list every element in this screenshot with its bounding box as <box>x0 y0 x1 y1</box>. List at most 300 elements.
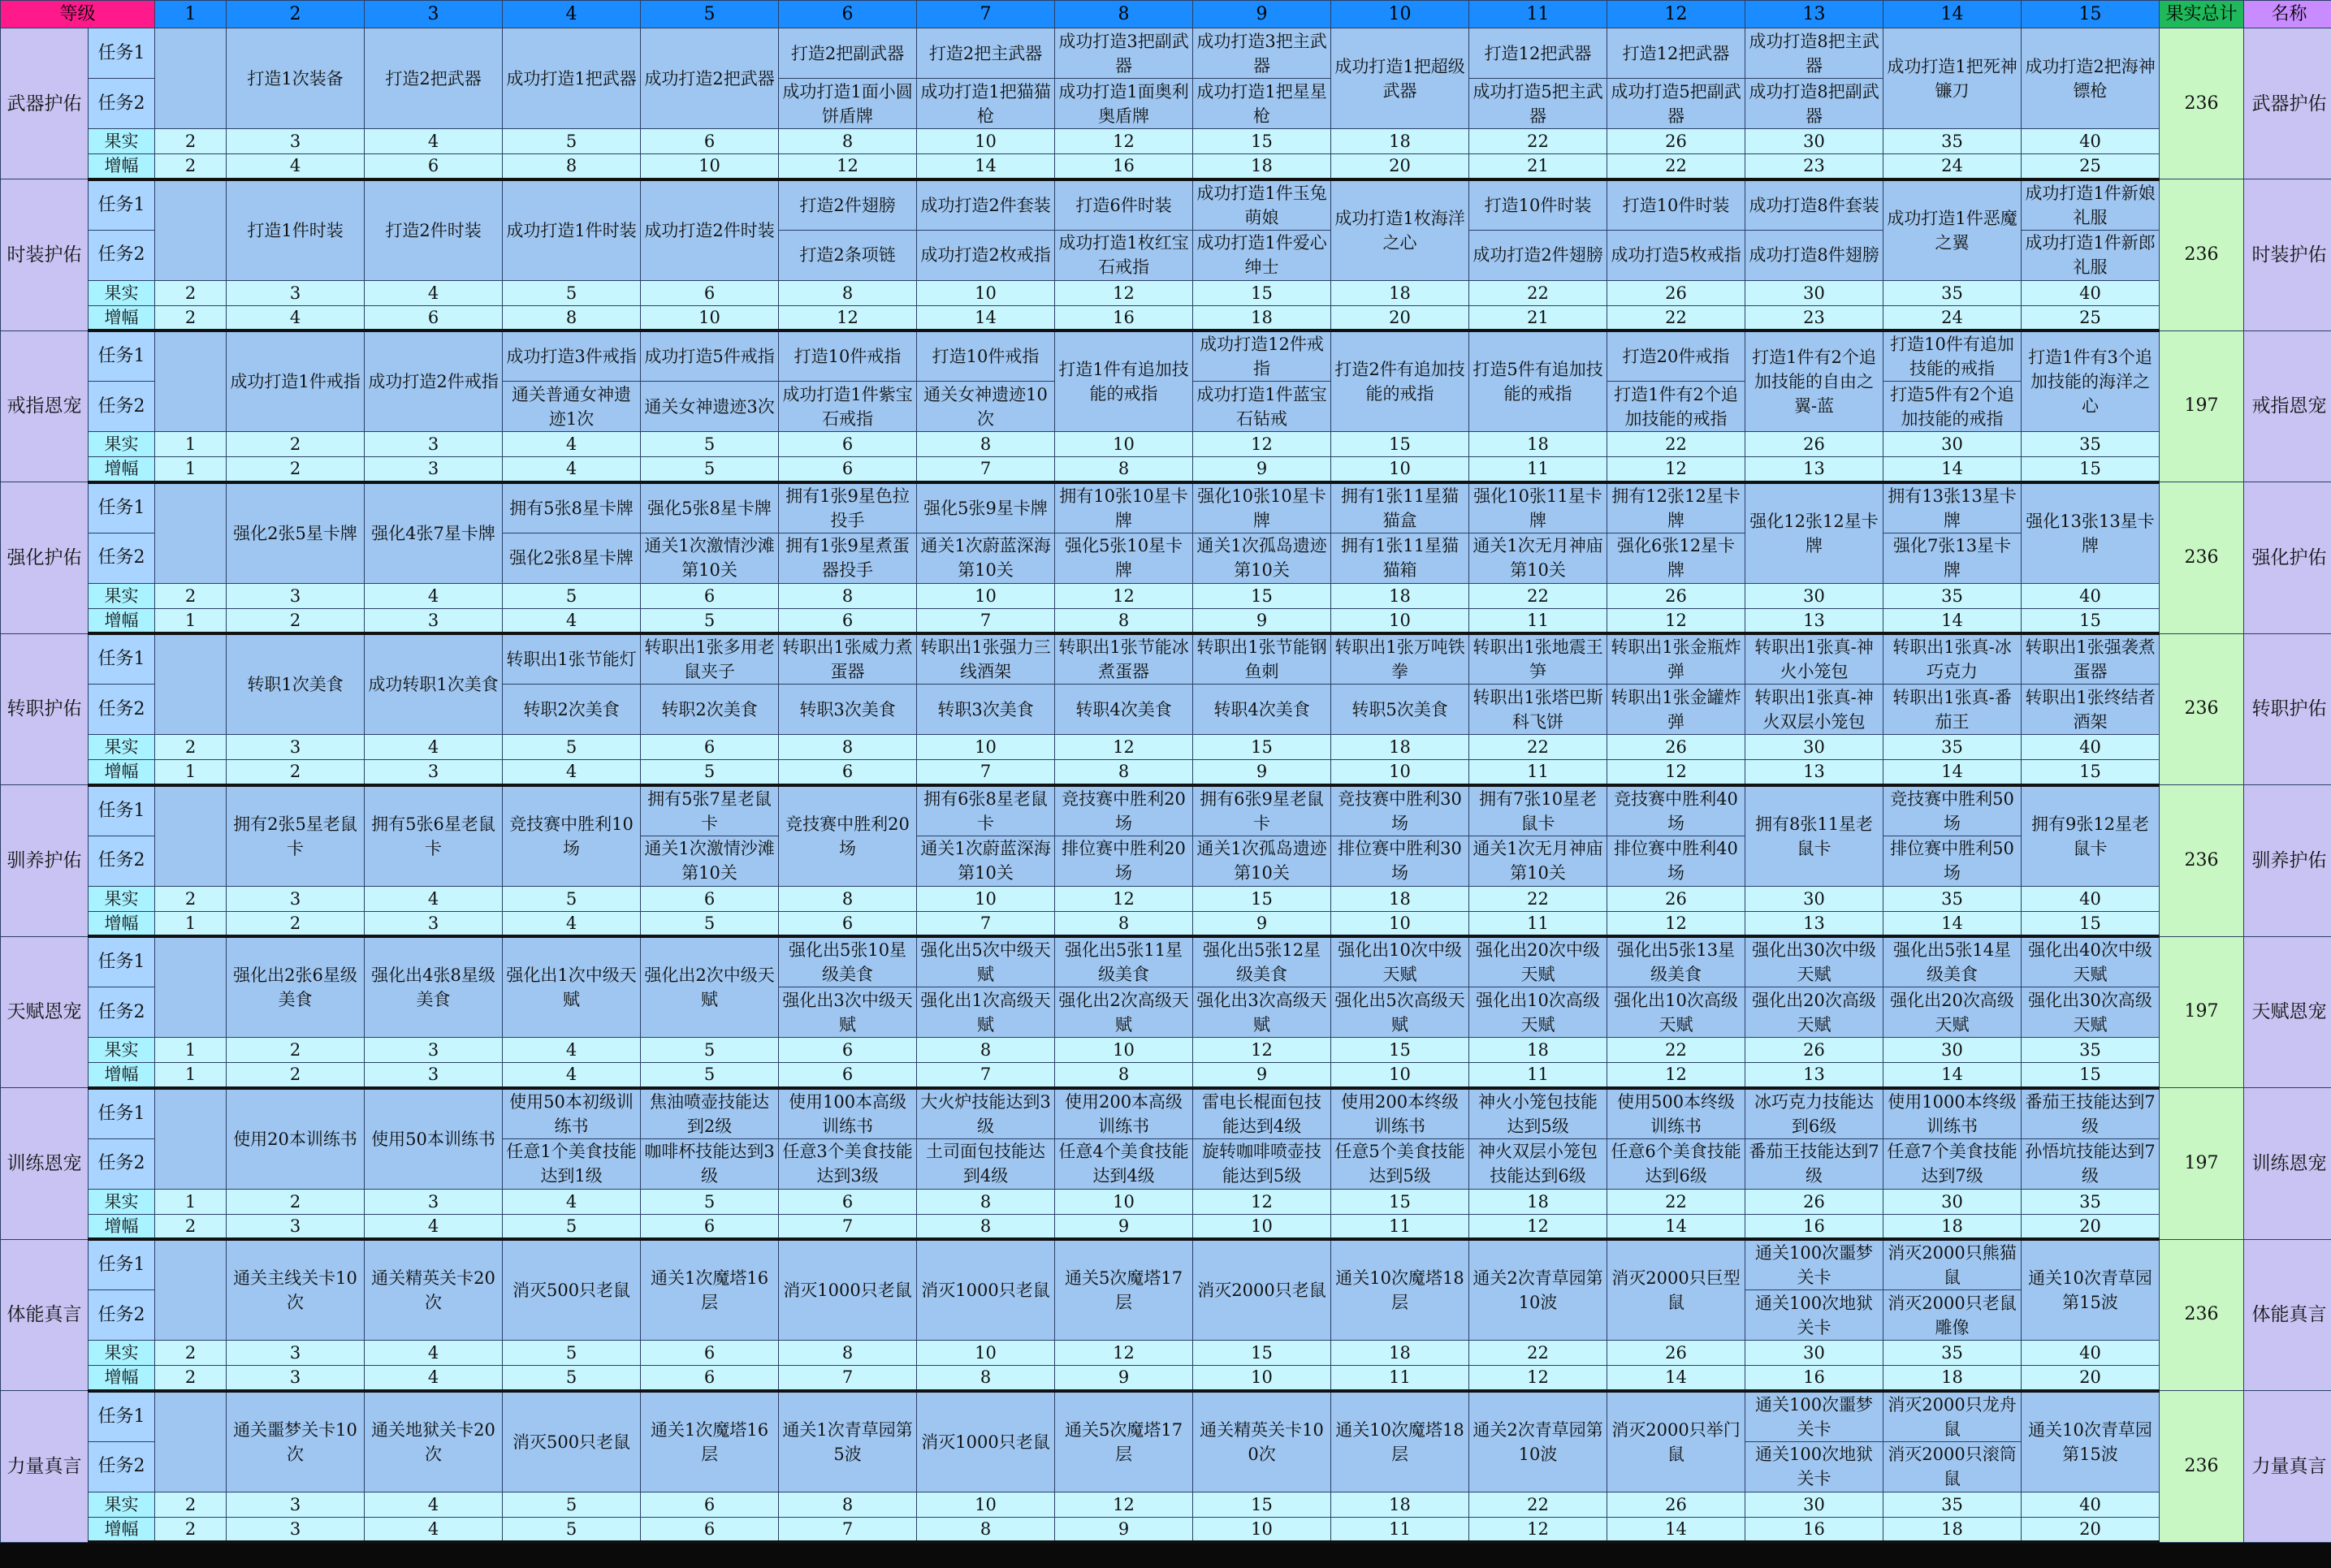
task-cell-level-14: 打造5件有2个追加技能的戒指 <box>1883 382 2022 432</box>
task-cell-level-6: 竞技赛中胜利20场 <box>779 785 917 887</box>
section-name-right: 训练恩宠 <box>2244 1088 2331 1240</box>
task-cell-level-4: 强化出1次中级天赋 <box>503 936 641 1038</box>
increase-cell: 16 <box>1055 305 1193 330</box>
task-cell-level-10: 强化出5次高级天赋 <box>1331 987 1469 1038</box>
fruit-cell: 12 <box>1055 886 1193 911</box>
fruit-cell: 22 <box>1469 1341 1607 1366</box>
increase-cell: 3 <box>365 911 503 936</box>
task-cell-level-10: 成功打造1枚海洋之心 <box>1331 179 1469 281</box>
fruit-label: 果实 <box>89 432 155 457</box>
task-cell-level-12: 消灭2000只巨型鼠 <box>1607 1239 1745 1341</box>
fruit-cell: 15 <box>1331 1038 1469 1063</box>
task2-label: 任务2 <box>89 79 155 129</box>
increase-cell: 18 <box>1883 1214 2022 1239</box>
fruit-cell: 10 <box>917 886 1055 911</box>
task-cell-level-12: 强化出10次高级天赋 <box>1607 987 1745 1038</box>
increase-cell: 11 <box>1469 1063 1607 1088</box>
increase-cell: 1 <box>155 457 227 482</box>
task-cell-level-1 <box>155 633 227 735</box>
task-cell-level-9: 通关精英关卡100次 <box>1193 1391 1331 1492</box>
task-cell-level-10: 转职5次美食 <box>1331 685 1469 735</box>
fruit-cell: 2 <box>155 583 227 608</box>
task-cell-level-6: 任意3个美食技能达到3级 <box>779 1138 917 1189</box>
fruit-cell: 35 <box>2022 1038 2160 1063</box>
increase-cell: 18 <box>1193 305 1331 330</box>
increase-cell: 1 <box>155 760 227 785</box>
task-cell-level-14: 消灭2000只滚筒鼠 <box>1883 1441 2022 1492</box>
increase-cell: 22 <box>1607 154 1745 179</box>
task-cell-level-10: 竞技赛中胜利30场 <box>1331 785 1469 836</box>
task-cell-level-6: 成功打造1件紫宝石戒指 <box>779 382 917 432</box>
fruit-label: 果实 <box>89 1189 155 1214</box>
task-cell-level-2: 打造1件时装 <box>227 179 365 281</box>
section-name-right: 武器护佑 <box>2244 28 2331 179</box>
fruit-cell: 30 <box>1745 1492 1883 1517</box>
task-cell-level-9: 旋转咖啡喷壶技能达到5级 <box>1193 1138 1331 1189</box>
increase-cell: 20 <box>2022 1366 2160 1391</box>
increase-label: 增幅 <box>89 1517 155 1542</box>
task-cell-level-1 <box>155 1391 227 1492</box>
increase-cell: 4 <box>503 608 641 633</box>
task-cell-level-6: 拥有1张9星煮蛋器投手 <box>779 533 917 583</box>
increase-cell: 12 <box>779 305 917 330</box>
task-cell-level-3: 通关精英关卡20次 <box>365 1239 503 1341</box>
task-cell-level-4: 强化2张8星卡牌 <box>503 533 641 583</box>
increase-cell: 2 <box>227 457 365 482</box>
task-cell-level-12: 打造10件时装 <box>1607 179 1745 231</box>
task-cell-level-9: 转职出1张节能钢鱼刺 <box>1193 633 1331 685</box>
fruit-cell: 4 <box>365 1341 503 1366</box>
task-cell-level-12: 打造12把武器 <box>1607 28 1745 79</box>
increase-cell: 9 <box>1055 1214 1193 1239</box>
increase-cell: 8 <box>917 1517 1055 1542</box>
increase-cell: 21 <box>1469 305 1607 330</box>
task-cell-level-10: 通关10次魔塔18层 <box>1331 1239 1469 1341</box>
section-name: 驯养护佑 <box>1 785 89 937</box>
increase-cell: 15 <box>2022 1063 2160 1088</box>
fruit-cell: 12 <box>1055 735 1193 760</box>
fruit-cell: 8 <box>779 1341 917 1366</box>
increase-cell: 2 <box>227 1063 365 1088</box>
header-level-5: 5 <box>641 1 779 28</box>
task-cell-level-12: 拥有12张12星卡牌 <box>1607 482 1745 533</box>
task-cell-level-12: 排位赛中胜利40场 <box>1607 836 1745 886</box>
increase-cell: 6 <box>641 1214 779 1239</box>
task-cell-level-7: 成功打造1把猫猫枪 <box>917 79 1055 129</box>
increase-cell: 16 <box>1745 1214 1883 1239</box>
section-name-right: 时装护佑 <box>2244 179 2331 331</box>
task-cell-level-11: 神火双层小笼包技能达到6级 <box>1469 1138 1607 1189</box>
increase-cell: 15 <box>2022 911 2160 936</box>
task-cell-level-15: 成功打造1件新娘礼服 <box>2022 179 2160 231</box>
task-cell-level-1 <box>155 1088 227 1190</box>
increase-cell: 12 <box>1607 457 1745 482</box>
increase-cell: 11 <box>1469 760 1607 785</box>
increase-cell: 1 <box>155 1063 227 1088</box>
section-name: 力量真言 <box>1 1391 89 1543</box>
task-cell-level-7: 转职3次美食 <box>917 685 1055 735</box>
increase-label: 增幅 <box>89 1366 155 1391</box>
task-cell-level-10: 通关10次魔塔18层 <box>1331 1391 1469 1492</box>
fruit-cell: 26 <box>1607 280 1745 305</box>
task-cell-level-4: 消灭500只老鼠 <box>503 1391 641 1492</box>
task-cell-level-4: 转职2次美食 <box>503 685 641 735</box>
header-total: 果实总计 <box>2160 1 2244 28</box>
task-cell-level-6: 打造2条项链 <box>779 230 917 280</box>
task-cell-level-7: 消灭1000只老鼠 <box>917 1391 1055 1492</box>
section-name-right: 戒指恩宠 <box>2244 330 2331 482</box>
task-cell-level-2: 强化2张5星卡牌 <box>227 482 365 584</box>
task-cell-level-1 <box>155 936 227 1038</box>
fruit-cell: 10 <box>917 1341 1055 1366</box>
task-cell-level-7: 成功打造2枚戒指 <box>917 230 1055 280</box>
task-cell-level-10: 打造2件有追加技能的戒指 <box>1331 330 1469 432</box>
fruit-cell: 15 <box>1193 886 1331 911</box>
increase-cell: 2 <box>155 1214 227 1239</box>
fruit-cell: 2 <box>155 129 227 154</box>
increase-cell: 4 <box>365 1366 503 1391</box>
increase-cell: 14 <box>1607 1366 1745 1391</box>
task-cell-level-12: 打造20件戒指 <box>1607 330 1745 382</box>
task-cell-level-9: 拥有6张9星老鼠卡 <box>1193 785 1331 836</box>
fruit-cell: 22 <box>1469 735 1607 760</box>
task-cell-level-13: 成功打造8把副武器 <box>1745 79 1883 129</box>
fruit-cell: 12 <box>1055 1341 1193 1366</box>
increase-label: 增幅 <box>89 760 155 785</box>
section-name: 体能真言 <box>1 1239 89 1391</box>
fruit-cell: 22 <box>1469 1492 1607 1517</box>
increase-cell: 3 <box>365 1063 503 1088</box>
increase-cell: 20 <box>2022 1214 2160 1239</box>
task-cell-level-14: 竞技赛中胜利50场 <box>1883 785 2022 836</box>
task-cell-level-4: 成功打造1件时装 <box>503 179 641 281</box>
task-cell-level-9: 成功打造1件蓝宝石钻戒 <box>1193 382 1331 432</box>
task-cell-level-15: 通关10次青草园第15波 <box>2022 1239 2160 1341</box>
task-cell-level-1 <box>155 785 227 887</box>
fruit-cell: 30 <box>1883 1038 2022 1063</box>
fruit-cell: 18 <box>1331 735 1469 760</box>
task-cell-level-8: 强化出5张11星级美食 <box>1055 936 1193 987</box>
task-cell-level-14: 转职出1张真-番茄王 <box>1883 685 2022 735</box>
section-name: 天赋恩宠 <box>1 936 89 1088</box>
increase-cell: 12 <box>1469 1517 1607 1542</box>
fruit-cell: 22 <box>1469 280 1607 305</box>
increase-cell: 6 <box>641 1366 779 1391</box>
fruit-cell: 22 <box>1469 886 1607 911</box>
task-cell-level-4: 转职出1张节能灯 <box>503 633 641 685</box>
fruit-cell: 22 <box>1607 432 1745 457</box>
fruit-cell: 18 <box>1469 432 1607 457</box>
task-cell-level-11: 拥有7张10星老鼠卡 <box>1469 785 1607 836</box>
task2-label: 任务2 <box>89 230 155 280</box>
increase-cell: 4 <box>365 1517 503 1542</box>
task-cell-level-13: 强化12张12星卡牌 <box>1745 482 1883 584</box>
increase-cell: 14 <box>1883 760 2022 785</box>
fruit-cell: 6 <box>641 1341 779 1366</box>
task1-label: 任务1 <box>89 482 155 533</box>
task-cell-level-6: 使用100本高级训练书 <box>779 1088 917 1139</box>
increase-cell: 3 <box>365 608 503 633</box>
task-cell-level-7: 通关1次蔚蓝深海第10关 <box>917 836 1055 886</box>
task-cell-level-14: 成功打造1件恶魔之翼 <box>1883 179 2022 281</box>
fruit-cell: 4 <box>365 735 503 760</box>
task-cell-level-8: 强化5张10星卡牌 <box>1055 533 1193 583</box>
task-cell-level-14: 拥有13张13星卡牌 <box>1883 482 2022 533</box>
increase-cell: 14 <box>1883 1063 2022 1088</box>
task2-label: 任务2 <box>89 1441 155 1492</box>
task-cell-level-6: 消灭1000只老鼠 <box>779 1239 917 1341</box>
task-cell-level-5: 成功打造2把武器 <box>641 28 779 129</box>
increase-cell: 15 <box>2022 608 2160 633</box>
task-cell-level-8: 通关5次魔塔17层 <box>1055 1239 1193 1341</box>
task-cell-level-9: 成功打造1把星星枪 <box>1193 79 1331 129</box>
header-level-2: 2 <box>227 1 365 28</box>
fruit-cell: 40 <box>2022 735 2160 760</box>
task2-label: 任务2 <box>89 836 155 886</box>
fruit-cell: 2 <box>227 432 365 457</box>
task1-label: 任务1 <box>89 1088 155 1139</box>
task2-label: 任务2 <box>89 685 155 735</box>
fruit-cell: 3 <box>227 583 365 608</box>
fruit-cell: 26 <box>1745 1189 1883 1214</box>
task-cell-level-8: 打造6件时装 <box>1055 179 1193 231</box>
task-cell-level-11: 成功打造5把主武器 <box>1469 79 1607 129</box>
increase-cell: 9 <box>1193 457 1331 482</box>
fruit-cell: 18 <box>1331 1492 1469 1517</box>
increase-cell: 8 <box>917 1366 1055 1391</box>
increase-cell: 11 <box>1469 608 1607 633</box>
section-name: 训练恩宠 <box>1 1088 89 1240</box>
task-cell-level-8: 使用200本高级训练书 <box>1055 1088 1193 1139</box>
task-cell-level-13: 通关100次地狱关卡 <box>1745 1290 1883 1341</box>
task-cell-level-5: 成功打造2件时装 <box>641 179 779 281</box>
task-cell-level-12: 任意6个美食技能达到6级 <box>1607 1138 1745 1189</box>
fruit-cell: 4 <box>365 129 503 154</box>
fruit-cell: 2 <box>227 1189 365 1214</box>
section-name: 时装护佑 <box>1 179 89 331</box>
increase-cell: 11 <box>1469 911 1607 936</box>
task-cell-level-7: 通关女神遗迹10次 <box>917 382 1055 432</box>
header-level-9: 9 <box>1193 1 1331 28</box>
increase-cell: 14 <box>1883 608 2022 633</box>
task-cell-level-6: 强化出5张10星级美食 <box>779 936 917 987</box>
increase-cell: 5 <box>641 608 779 633</box>
increase-cell: 10 <box>1331 760 1469 785</box>
task-cell-level-8: 转职出1张节能冰煮蛋器 <box>1055 633 1193 685</box>
fruit-cell: 3 <box>227 735 365 760</box>
increase-cell: 13 <box>1745 911 1883 936</box>
task-cell-level-11: 通关1次无月神庙第10关 <box>1469 533 1607 583</box>
increase-cell: 18 <box>1193 154 1331 179</box>
task-cell-level-6: 转职出1张威力煮蛋器 <box>779 633 917 685</box>
fruit-cell: 5 <box>503 1341 641 1366</box>
task-cell-level-7: 转职出1张强力三线酒架 <box>917 633 1055 685</box>
task2-label: 任务2 <box>89 1138 155 1189</box>
section-name: 戒指恩宠 <box>1 330 89 482</box>
increase-cell: 8 <box>503 154 641 179</box>
task-cell-level-3: 打造2把武器 <box>365 28 503 129</box>
increase-cell: 8 <box>1055 608 1193 633</box>
task-cell-level-12: 消灭2000只举门鼠 <box>1607 1391 1745 1492</box>
task-cell-level-13: 强化出30次中级天赋 <box>1745 936 1883 987</box>
fruit-cell: 4 <box>503 1189 641 1214</box>
increase-cell: 12 <box>1469 1214 1607 1239</box>
section-name-right: 转职护佑 <box>2244 633 2331 785</box>
task-cell-level-5: 强化5张8星卡牌 <box>641 482 779 533</box>
header-level-11: 11 <box>1469 1 1607 28</box>
fruit-cell: 18 <box>1331 886 1469 911</box>
fruit-cell: 26 <box>1607 735 1745 760</box>
increase-cell: 6 <box>779 457 917 482</box>
fruit-cell: 18 <box>1469 1038 1607 1063</box>
fruit-cell: 26 <box>1607 583 1745 608</box>
fruit-cell: 3 <box>365 1189 503 1214</box>
task-cell-level-8: 成功打造1枚红宝石戒指 <box>1055 230 1193 280</box>
fruit-cell: 30 <box>1883 1189 2022 1214</box>
fruit-cell: 40 <box>2022 583 2160 608</box>
increase-cell: 22 <box>1607 305 1745 330</box>
task-cell-level-2: 通关噩梦关卡10次 <box>227 1391 365 1492</box>
fruit-label: 果实 <box>89 1038 155 1063</box>
task-cell-level-3: 强化出4张8星级美食 <box>365 936 503 1038</box>
fruit-cell: 3 <box>227 129 365 154</box>
fruit-cell: 35 <box>1883 280 2022 305</box>
task-cell-level-5: 强化出2次中级天赋 <box>641 936 779 1038</box>
fruit-cell: 8 <box>779 886 917 911</box>
task1-label: 任务1 <box>89 633 155 685</box>
fruit-cell: 5 <box>641 432 779 457</box>
task-cell-level-11: 转职出1张地震王笋 <box>1469 633 1607 685</box>
task-cell-level-14: 消灭2000只熊猫鼠 <box>1883 1239 2022 1290</box>
increase-cell: 8 <box>1055 457 1193 482</box>
task-cell-level-8: 通关5次魔塔17层 <box>1055 1391 1193 1492</box>
increase-cell: 2 <box>227 608 365 633</box>
increase-cell: 5 <box>503 1517 641 1542</box>
task-cell-level-3: 拥有5张6星老鼠卡 <box>365 785 503 887</box>
task-cell-level-9: 通关1次孤岛遗迹第10关 <box>1193 533 1331 583</box>
task-cell-level-12: 使用500本终级训练书 <box>1607 1088 1745 1139</box>
increase-cell: 24 <box>1883 154 2022 179</box>
fruit-cell: 30 <box>1745 886 1883 911</box>
fruit-cell: 5 <box>503 129 641 154</box>
task-cell-level-13: 打造1件有2个追加技能的自由之翼-蓝 <box>1745 330 1883 432</box>
fruit-cell: 22 <box>1469 129 1607 154</box>
task-cell-level-2: 通关主线关卡10次 <box>227 1239 365 1341</box>
increase-label: 增幅 <box>89 911 155 936</box>
fruit-cell: 18 <box>1469 1189 1607 1214</box>
increase-cell: 4 <box>503 760 641 785</box>
task-cell-level-8: 打造1件有追加技能的戒指 <box>1055 330 1193 432</box>
task-cell-level-11: 打造5件有追加技能的戒指 <box>1469 330 1607 432</box>
task-cell-level-9: 消灭2000只老鼠 <box>1193 1239 1331 1341</box>
fruit-cell: 12 <box>1055 280 1193 305</box>
task-cell-level-12: 成功打造5把副武器 <box>1607 79 1745 129</box>
fruit-total: 236 <box>2160 179 2244 331</box>
increase-cell: 10 <box>1193 1366 1331 1391</box>
task-cell-level-4: 任意1个美食技能达到1级 <box>503 1138 641 1189</box>
increase-cell: 13 <box>1745 760 1883 785</box>
task-cell-level-1 <box>155 330 227 432</box>
increase-cell: 1 <box>155 608 227 633</box>
fruit-cell: 8 <box>917 1038 1055 1063</box>
task-cell-level-15: 拥有9张12星老鼠卡 <box>2022 785 2160 887</box>
task-cell-level-14: 成功打造1把死神镰刀 <box>1883 28 2022 129</box>
fruit-total: 236 <box>2160 785 2244 937</box>
fruit-cell: 12 <box>1055 1492 1193 1517</box>
task-cell-level-3: 强化4张7星卡牌 <box>365 482 503 584</box>
increase-cell: 4 <box>227 305 365 330</box>
fruit-cell: 2 <box>155 1492 227 1517</box>
increase-cell: 13 <box>1745 457 1883 482</box>
fruit-cell: 8 <box>917 1189 1055 1214</box>
increase-cell: 10 <box>641 154 779 179</box>
task-cell-level-8: 排位赛中胜利20场 <box>1055 836 1193 886</box>
task2-label: 任务2 <box>89 987 155 1038</box>
task-cell-level-4: 使用50本初级训练书 <box>503 1088 641 1139</box>
task-cell-level-6: 打造2把副武器 <box>779 28 917 79</box>
fruit-cell: 18 <box>1331 583 1469 608</box>
increase-cell: 6 <box>779 911 917 936</box>
task-cell-level-13: 成功打造8件翅膀 <box>1745 230 1883 280</box>
task-cell-level-6: 打造10件戒指 <box>779 330 917 382</box>
task-cell-level-5: 通关1次激情沙滩第10关 <box>641 836 779 886</box>
fruit-cell: 3 <box>227 280 365 305</box>
fruit-cell: 3 <box>365 432 503 457</box>
task-cell-level-3: 成功打造2件戒指 <box>365 330 503 432</box>
task-cell-level-5: 通关1次激情沙滩第10关 <box>641 533 779 583</box>
increase-cell: 20 <box>1331 305 1469 330</box>
section-name: 武器护佑 <box>1 28 89 179</box>
header-level-4: 4 <box>503 1 641 28</box>
fruit-cell: 35 <box>2022 432 2160 457</box>
fruit-cell: 8 <box>779 1492 917 1517</box>
fruit-cell: 15 <box>1193 583 1331 608</box>
task-cell-level-8: 转职4次美食 <box>1055 685 1193 735</box>
fruit-cell: 15 <box>1193 735 1331 760</box>
increase-label: 增幅 <box>89 1063 155 1088</box>
increase-cell: 2 <box>155 305 227 330</box>
task-cell-level-10: 强化出10次中级天赋 <box>1331 936 1469 987</box>
task-cell-level-4: 竞技赛中胜利10场 <box>503 785 641 887</box>
task-cell-level-9: 成功打造3把主武器 <box>1193 28 1331 79</box>
fruit-cell: 8 <box>917 432 1055 457</box>
header-level-3: 3 <box>365 1 503 28</box>
header-level-12: 12 <box>1607 1 1745 28</box>
header-name: 名称 <box>2244 1 2331 28</box>
task-cell-level-5: 转职出1张多用老鼠夹子 <box>641 633 779 685</box>
task-cell-level-7: 土司面包技能达到4级 <box>917 1138 1055 1189</box>
task-cell-level-11: 神火小笼包技能达到5级 <box>1469 1088 1607 1139</box>
increase-cell: 18 <box>1883 1517 2022 1542</box>
increase-cell: 8 <box>1055 1063 1193 1088</box>
task-cell-level-13: 强化出20次高级天赋 <box>1745 987 1883 1038</box>
task-cell-level-8: 成功打造3把副武器 <box>1055 28 1193 79</box>
section-name-right: 强化护佑 <box>2244 482 2331 634</box>
task-cell-level-15: 成功打造1件新郎礼服 <box>2022 230 2160 280</box>
task1-label: 任务1 <box>89 1391 155 1442</box>
fruit-cell: 10 <box>1055 432 1193 457</box>
fruit-total: 236 <box>2160 28 2244 179</box>
task-cell-level-2: 打造1次装备 <box>227 28 365 129</box>
task-cell-level-13: 番茄王技能达到7级 <box>1745 1138 1883 1189</box>
task-cell-level-9: 成功打造12件戒指 <box>1193 330 1331 382</box>
task-cell-level-6: 拥有1张9星色拉投手 <box>779 482 917 533</box>
fruit-cell: 10 <box>1055 1189 1193 1214</box>
task-cell-level-10: 拥有1张11星猫猫盒 <box>1331 482 1469 533</box>
increase-cell: 14 <box>1883 911 2022 936</box>
task-cell-level-14: 消灭2000只龙舟鼠 <box>1883 1391 2022 1442</box>
increase-cell: 4 <box>503 911 641 936</box>
